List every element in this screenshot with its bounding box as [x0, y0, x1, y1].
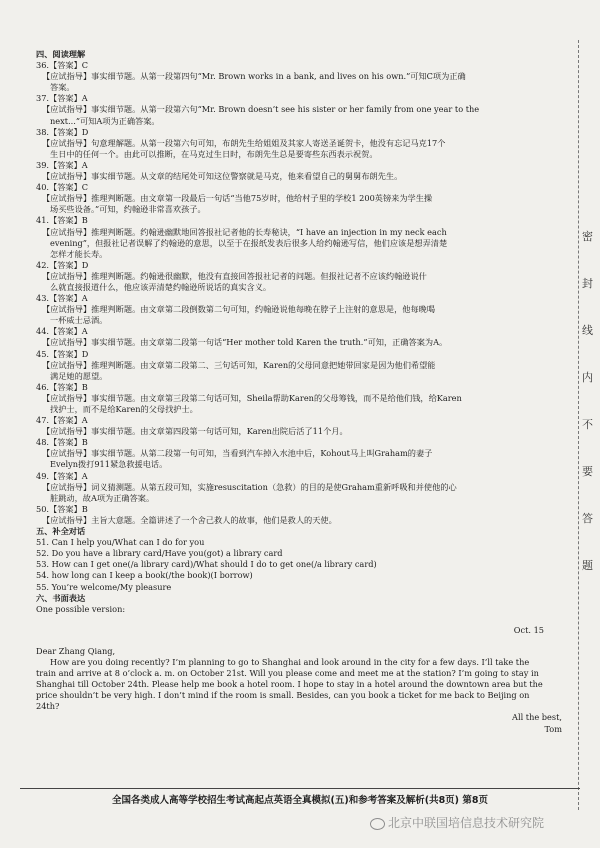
question-number: 38.	[36, 126, 50, 137]
guidance-line: 【应试指导】推理判断题。由文章第二段倒数第二句可知，约翰逊说他每晚在脖子上注射的意思是，他每晚喝	[42, 304, 436, 315]
letter-date: Oct. 15	[513, 624, 544, 635]
seal-notice-char: 密	[582, 230, 593, 243]
answer-line	[36, 471, 566, 482]
answer-key: 【答案】A	[49, 326, 88, 337]
answer-key: 【答案】A	[49, 415, 88, 426]
seal-line	[578, 40, 579, 810]
question-number: 37.	[36, 93, 50, 104]
guidance-line: 【应试指导】推理判断题。约翰逊幽默地回答报社记者他的长寿秘诀，“I have an injection in my neck each	[42, 226, 447, 237]
question-number: 45.	[36, 348, 50, 359]
page-footer: 全国各类成人高等学校招生考试高起点英语全真模拟(五)和参考答案及解析(共8页) 第8页	[112, 795, 488, 806]
answer-item	[36, 93, 566, 126]
answer-key: 【答案】D	[49, 348, 89, 359]
seal-notice-char: 题	[582, 559, 593, 572]
letter-body-line: Shanghai till October 24th. Please help me book a hotel room. I hope to stay in a hotel around the downtown area but the	[36, 679, 543, 690]
answer-key: 【答案】A	[49, 93, 88, 104]
question-number: 49.	[36, 470, 50, 481]
question-number: 44.	[36, 326, 50, 337]
guidance-line: 么就直接报道什么，他应该弄清楚约翰逊所说话的真实含义。	[50, 281, 272, 292]
wechat-icon	[370, 818, 385, 830]
letter-body-line: price shouldn’t be very high. I don’t mind if the room is small. Besides, can you book a ticket for me back to Beijing on	[36, 690, 530, 701]
answer-key: 【答案】A	[49, 159, 88, 170]
answer-line	[36, 437, 566, 448]
answer-item	[36, 215, 566, 259]
answer-item	[36, 293, 566, 326]
answer-item	[36, 437, 566, 470]
dialogue-answer: 53. How can I get one(/a library card)/What should I do to get one(/a library card)	[36, 559, 377, 570]
letter-greeting: Dear Zhang Qiang,	[36, 645, 116, 656]
dialogue-answer: 55. You’re welcome/My pleasure	[36, 581, 172, 592]
question-number: 43.	[36, 293, 50, 304]
guidance-line: 怎样才能长寿。	[50, 248, 108, 259]
answer-key: 【答案】C	[49, 60, 89, 71]
answer-line	[36, 127, 566, 138]
answer-line	[36, 349, 566, 360]
answer-line	[36, 293, 566, 304]
question-number: 40.	[36, 182, 50, 193]
guidance-line: 【应试指导】事实细节题。由文章第二段第一句话“Her mother told Karen the truth.”可知，正确答案为A。	[42, 337, 448, 348]
answer-key: 【答案】D	[49, 126, 89, 137]
guidance-line: 满足她的愿望。	[50, 370, 108, 381]
guidance-line: 【应试指导】事实细节题。从文章的结尾处可知这位警察就是马克，他来看望自己的舅舅布朗先生。	[42, 171, 403, 182]
answer-key: 【答案】D	[49, 259, 89, 270]
question-number: 48.	[36, 437, 50, 448]
answer-content	[36, 49, 566, 735]
answer-line	[36, 60, 566, 71]
answer-key: 【答案】A	[49, 470, 88, 481]
seal-notice-char: 线	[582, 324, 593, 337]
dialogue-answer: 51. Can I help you/What can I do for you	[36, 537, 205, 548]
answer-line	[36, 215, 566, 226]
question-number: 39.	[36, 159, 50, 170]
question-number: 50.	[36, 503, 50, 514]
section-title-dialogue: 五、补全对话	[36, 526, 86, 537]
watermark	[370, 814, 544, 831]
footer-divider	[20, 788, 580, 789]
letter-signature: Tom	[544, 723, 562, 734]
answer-item	[36, 382, 566, 415]
answer-item	[36, 60, 566, 93]
letter-body-line: How are you doing recently? I’m planning to go to Shanghai and look around in the city for a few days. I’ll take the	[50, 656, 530, 667]
answer-item	[36, 160, 566, 182]
answer-key: 【答案】A	[49, 293, 88, 304]
answer-line	[36, 415, 566, 426]
guidance-line: 脏跳动，故A项为正确答案。	[50, 492, 155, 503]
answer-key: 【答案】B	[49, 381, 88, 392]
seal-line-notice	[582, 230, 596, 606]
question-number: 42.	[36, 259, 50, 270]
answer-key: 【答案】C	[49, 182, 89, 193]
answer-line	[36, 382, 566, 393]
guidance-line: 【应试指导】推理判断题。由文章第二段第二、三句话可知，Karen的父母同意把她带回家是因为他们希望能	[42, 359, 436, 370]
section-title-reading: 四、阅读理解	[36, 49, 86, 59]
seal-notice-char: 内	[582, 371, 593, 384]
watermark-text: 北京中联国培信息技术研究院	[388, 816, 545, 830]
answer-item	[36, 326, 566, 348]
answer-line	[36, 160, 566, 171]
answer-item	[36, 127, 566, 160]
guidance-line: 答案。	[50, 82, 75, 93]
guidance-line: 找护士，而不是给Karen的父母找护士。	[50, 404, 198, 414]
answer-item	[36, 415, 566, 437]
answer-line	[36, 260, 566, 271]
question-number: 47.	[36, 415, 50, 426]
question-number: 41.	[36, 215, 50, 226]
answer-item	[36, 504, 566, 526]
guidance-line: 【应试指导】事实细节题。从第二段第一句可知，当看到汽车掉入水池中后，Kohout马上叫Graham的妻子	[42, 448, 433, 459]
guidance-line: 【应试指导】推理判断题。由文章第一段最后一句话“当他75岁时，他给村子里的学校1 200英镑来为学生操	[42, 193, 433, 204]
section-title-writing: 六、书面表达	[36, 592, 86, 603]
letter-body-line: 24th?	[36, 701, 60, 712]
guidance-line: 【应试指导】词义猜测题。从第五段可知，实施resuscitation（急救）的目的是使Graham重新呼吸和并使他的心	[42, 481, 457, 492]
answer-item	[36, 471, 566, 504]
guidance-line: evening”，但报社记者误解了约翰逊的意思，以至于在报纸发表后很多人给约翰逊写信，他们应该是想弄清楚	[50, 237, 448, 248]
answer-key: 【答案】B	[49, 215, 88, 226]
guidance-line: Evelyn拨打911紧急救援电话。	[50, 459, 168, 470]
guidance-line: 【应试指导】推理判断题。约翰逊很幽默，他没有直接回答报社记者的问题。但报社记者不应该约翰逊说什	[42, 270, 427, 281]
guidance-line: 生日中的任何一个。由此可以推断，在马克过生日时，布朗先生总是要寄些东西表示祝贺。	[50, 148, 378, 159]
answer-key: 【答案】B	[49, 503, 88, 514]
guidance-line: 【应试指导】句意理解题。从第一段第六句可知，布朗先生给姐姐及其家人寄送圣诞贺卡，他没有忘记马克17个	[42, 137, 446, 148]
guidance-line: 【应试指导】主旨大意题。全篇讲述了一个舍己救人的故事，他们是救人的天使。	[42, 514, 337, 525]
answer-item	[36, 182, 566, 215]
letter-closing: All the best,	[512, 712, 562, 723]
dialogue-answer: 52. Do you have a library card/Have you(got) a library card	[36, 548, 283, 559]
dialogue-answer: 54. how long can I keep a book(/the book)(I borrow)	[36, 570, 253, 581]
answer-key: 【答案】B	[49, 437, 88, 448]
seal-notice-char: 答	[582, 512, 593, 525]
guidance-line: next...”可知A项为正确答案。	[50, 115, 160, 126]
guidance-line: 【应试指导】事实细节题。从第一段第六句“Mr. Brown doesn’t see his sister or her family from one year to the	[42, 104, 480, 115]
answer-item	[36, 349, 566, 382]
guidance-line: 场买些设备。”可知，约翰逊非常喜欢孩子。	[50, 204, 206, 215]
question-number: 36.	[36, 60, 50, 71]
seal-notice-char: 封	[582, 277, 593, 290]
letter-body-line: train and arrive at 8 o’clock a. m. on October 21st. Will you please come and meet me at the station? I’m going to stay in	[36, 668, 539, 679]
writing-intro: One possible version:	[36, 603, 126, 614]
answer-item	[36, 260, 566, 293]
answer-line	[36, 504, 566, 515]
guidance-line: 一杯威士忌酒。	[50, 315, 108, 326]
answer-line	[36, 182, 566, 193]
answer-line	[36, 93, 566, 104]
guidance-line: 【应试指导】事实细节题。由文章第三段第二句话可知，Sheila帮助Karen的父母筹钱，而不是给他们钱，给Karen	[42, 392, 462, 403]
answer-line	[36, 326, 566, 337]
guidance-line: 【应试指导】事实细节题。从第一段第四句“Mr. Brown works in a bank, and lives on his own.”可知C项为正确	[42, 71, 466, 82]
guidance-line: 【应试指导】事实细节题。由文章第四段第一句话可知，Karen出院后活了11个月。	[42, 426, 348, 437]
question-number: 46.	[36, 381, 50, 392]
seal-notice-char: 要	[582, 465, 593, 478]
seal-notice-char: 不	[582, 418, 593, 431]
